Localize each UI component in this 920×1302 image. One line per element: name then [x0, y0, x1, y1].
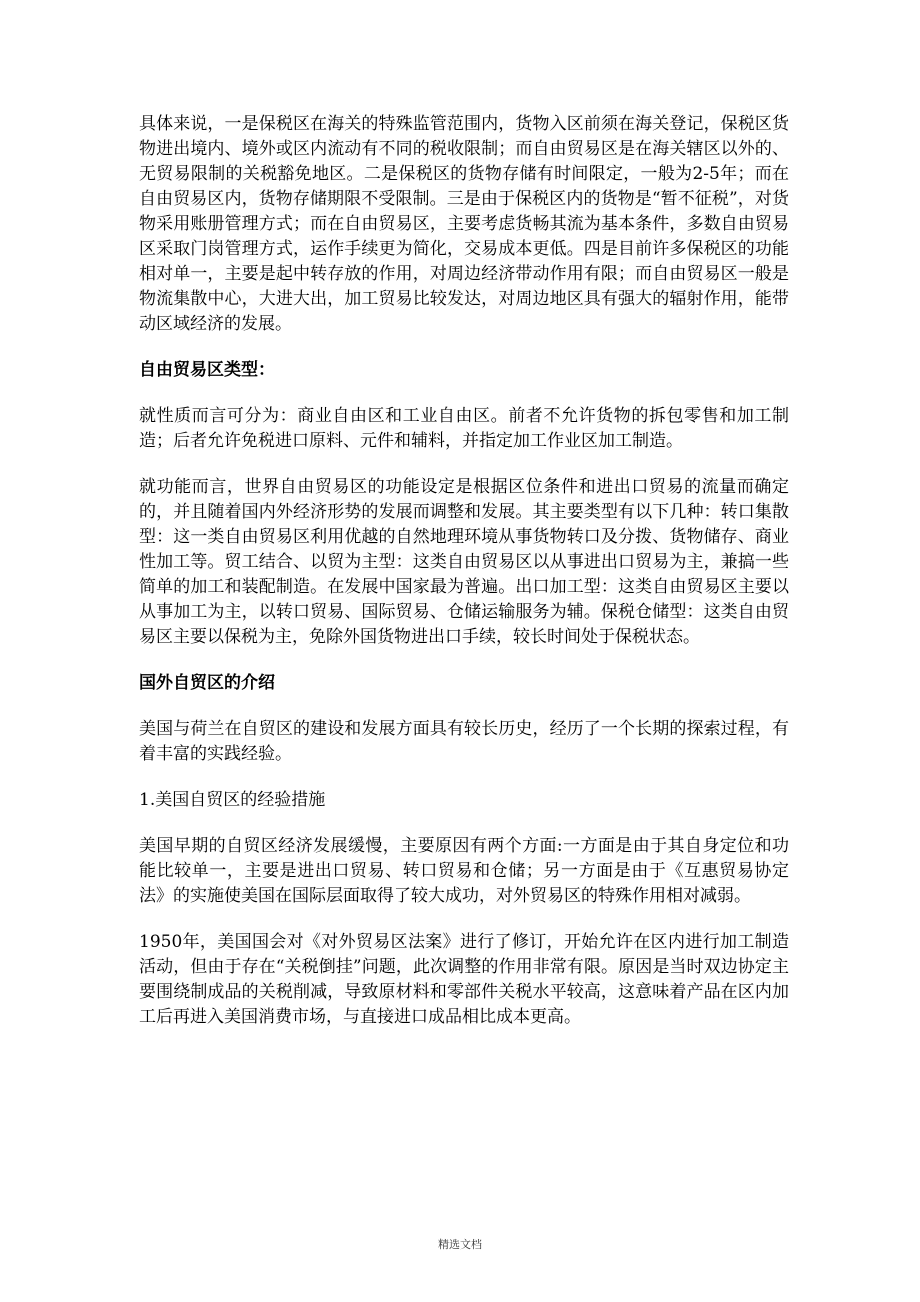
- subheading-us-ftz-measures: 1.美国自贸区的经验措施: [139, 790, 326, 810]
- paragraph-us-early-ftz: 美国早期的自贸区经济发展缓慢，主要原因有两个方面:一方面是由于其自身定位和功能比较单一，主要是进出口贸易、转口贸易和仓储；另一方面是由于《互惠贸易协定法》的实施使美国在国际层面取得了较大成功，对外贸易区的特殊作用相对减弱。: [139, 836, 789, 906]
- page-content: [139, 112, 789, 1051]
- heading-ftz-types: 自由贸易区类型：: [139, 360, 275, 380]
- paragraph-function-types: 就功能而言，世界自由贸易区的功能设定是根据区位条件和进出口贸易的流量而确定的，并且随着国内外经济形势的发展而调整和发展。其主要类型有以下几种：转口集散型：这一类自由贸易区利用优越的自然地理环境从事货物转口及分拨、货物储存、商业性加工等。贸工结合、以贸为主型：这类自由贸易区以从事进出口贸易为主，兼搞一些简单的加工和装配制造。在发展中国家最为普遍。出口加工型：这类自由贸易区主要以从事加工为主，以转口贸易、国际贸易、仓储运输服务为辅。保税仓储型：这类自由贸易区主要以保税为主，免除外国货物进出口手续，较长时间处于保税状态。: [139, 477, 789, 647]
- paragraph-us-netherlands-intro: 美国与荷兰在自贸区的建设和发展方面具有较长历史，经历了一个长期的探索过程，有着丰富的实践经验。: [139, 719, 789, 764]
- page-footer: 精选文档: [438, 1238, 482, 1251]
- paragraph-us-1950-amendment: 1950年，美国国会对《对外贸易区法案》进行了修订，开始允许在区内进行加工制造活动，但由于存在“关税倒挂”问题，此次调整的作用非常有限。原因是当时双边协定主要围绕制成品的关税削减，导致原材料和零部件关税水平较高，这意味着产品在区内加工后再进入美国消费市场，与直接进口成品相比成本更高。: [139, 932, 789, 1027]
- paragraph-bonded-vs-ftz: 具体来说，一是保税区在海关的特殊监管范围内，货物入区前须在海关登记，保税区货物进出境内、境外或区内流动有不同的税收限制；而自由贸易区是在海关辖区以外的、无贸易限制的关税豁免地区。二是保税区的货物存储有时间限定，一般为2-5年；而在自由贸易区内，货物存储期限不受限制。三是由于保税区内的货物是“暂不征税”，对货物采用账册管理方式；而在自由贸易区，主要考虑货畅其流为基本条件，多数自由贸易区采取门岗管理方式，运作手续更为简化，交易成本更低。四是目前许多保税区的功能相对单一，主要是起中转存放的作用，对周边经济带动作用有限；而自由贸易区一般是物流集散中心，大进大出，加工贸易比较发达，对周边地区具有强大的辐射作用，能带动区域经济的发展。: [139, 114, 789, 334]
- heading-foreign-ftz: 国外自贸区的介绍: [139, 673, 275, 693]
- paragraph-nature-types: 就性质而言可分为：商业自由区和工业自由区。前者不允许货物的拆包零售和加工制造；后者允许免税进口原料、元件和辅料，并指定加工作业区加工制造。: [139, 406, 789, 451]
